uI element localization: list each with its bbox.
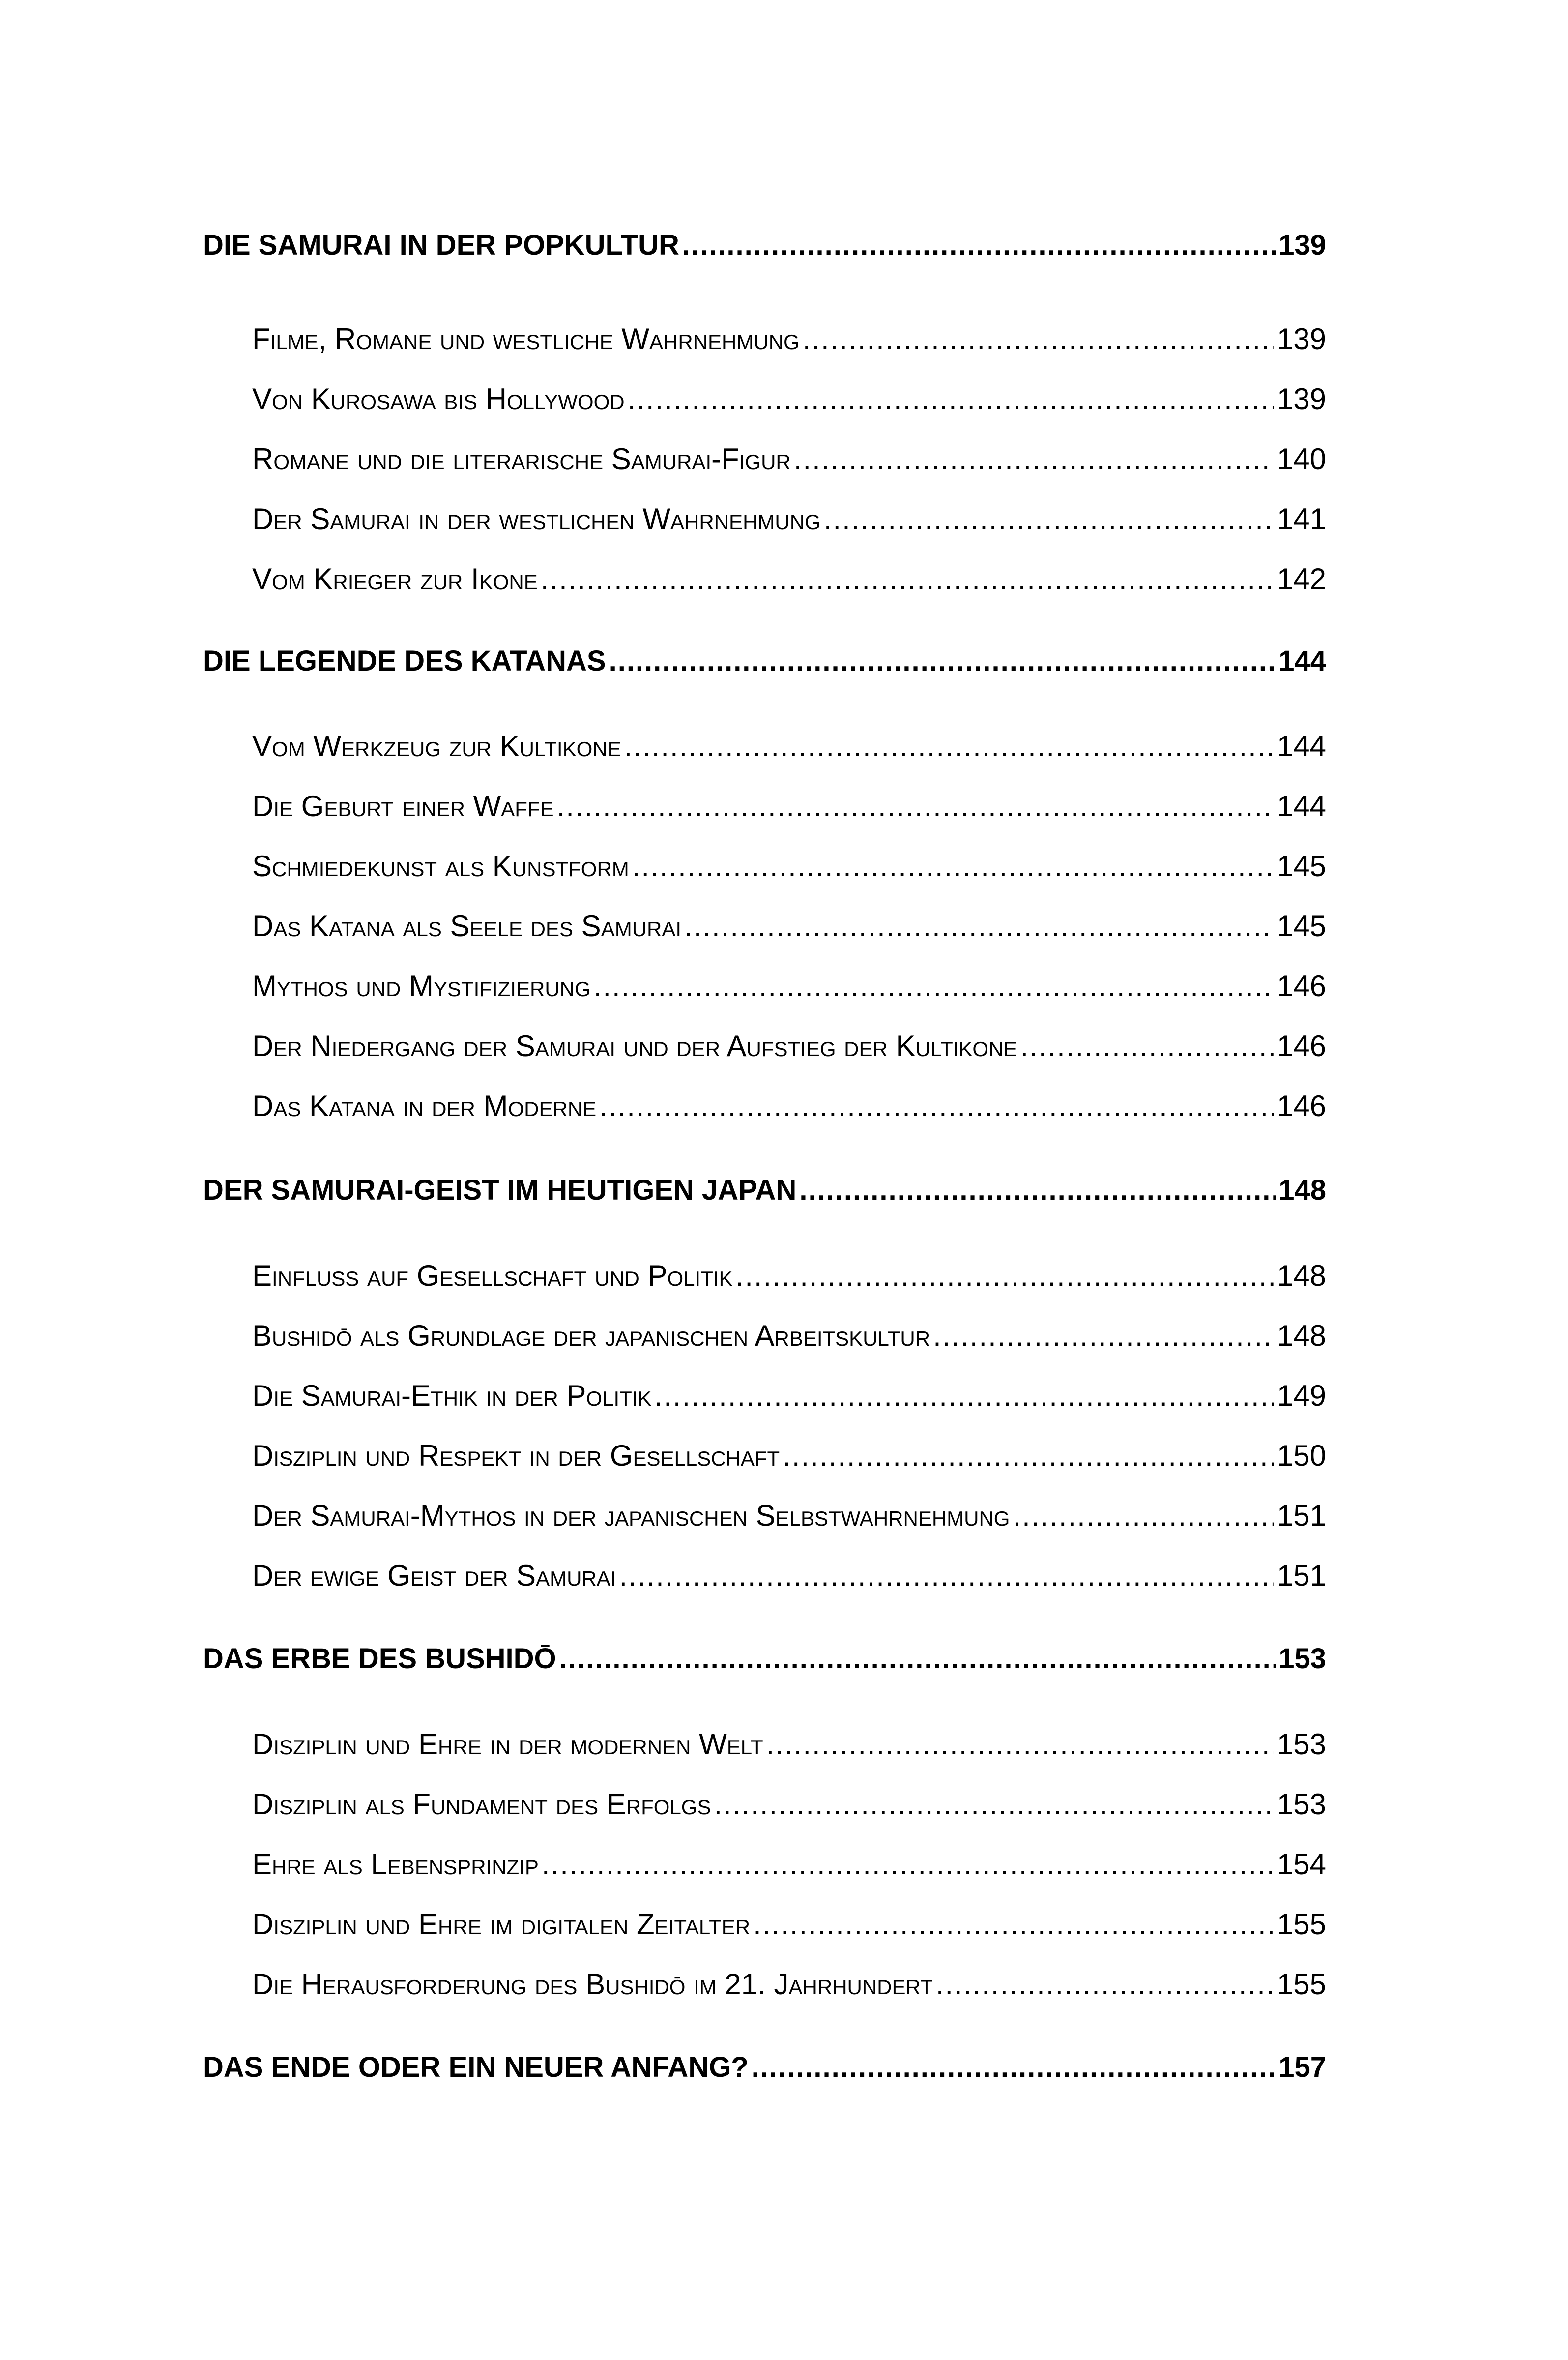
dot-leader (619, 1561, 1274, 1591)
toc-page-number: 141 (1277, 504, 1326, 534)
dot-leader (632, 852, 1274, 881)
toc-section[interactable] (252, 852, 1326, 881)
toc-section-title: Einfluss auf Gesellschaft und Politik (252, 1261, 733, 1291)
toc-page-number: 145 (1277, 912, 1326, 941)
toc-chapter-title: DAS ENDE ODER EIN NEUER ANFANG? (203, 2053, 749, 2082)
toc-page-number: 144 (1277, 732, 1326, 761)
toc-section-title: Romane und die literarische Samurai-Figur (252, 444, 791, 474)
toc-page-number: 140 (1277, 444, 1326, 474)
toc-section[interactable] (252, 732, 1326, 761)
toc-page-number: 153 (1277, 1790, 1326, 1819)
toc-section[interactable] (252, 504, 1326, 534)
toc-chapter-title: DAS ERBE DES BUSHIDŌ (203, 1645, 556, 1673)
toc-section-title: Disziplin und Respekt in der Gesellschaft (252, 1441, 780, 1471)
toc-page-number: 145 (1277, 852, 1326, 881)
toc-page-number: 155 (1277, 1910, 1326, 1939)
dot-leader (684, 912, 1274, 941)
toc-section-title: Das Katana in der Moderne (252, 1092, 597, 1121)
toc-section[interactable] (252, 1790, 1326, 1819)
toc-page-number: 139 (1277, 324, 1326, 354)
dot-leader (557, 792, 1274, 821)
toc-page-number: 144 (1277, 792, 1326, 821)
toc-page-number: 149 (1277, 1381, 1326, 1411)
dot-leader (752, 2053, 1276, 2082)
toc-section[interactable] (252, 444, 1326, 474)
toc-section-title: Die Herausforderung des Bushidō im 21. Jahrhundert (252, 1970, 933, 1999)
toc-page-number: 153 (1278, 1645, 1326, 1673)
toc-page-number: 144 (1278, 647, 1326, 676)
toc-page-number: 154 (1277, 1850, 1326, 1879)
toc-page-number: 157 (1278, 2053, 1326, 2082)
toc-section-title: Ehre als Lebensprinzip (252, 1850, 539, 1879)
dot-leader (1020, 1032, 1274, 1061)
toc-chapter[interactable] (203, 1645, 1326, 1673)
dot-leader (1013, 1501, 1274, 1531)
dot-leader (609, 647, 1276, 676)
toc-chapter[interactable] (203, 647, 1326, 676)
dot-leader (599, 1092, 1274, 1121)
toc-page-number: 142 (1277, 564, 1326, 594)
toc-section-title: Die Samurai-Ethik in der Politik (252, 1381, 652, 1411)
toc-page-number: 146 (1277, 1092, 1326, 1121)
toc-section[interactable] (252, 1561, 1326, 1591)
dot-leader (783, 1441, 1274, 1471)
toc-section[interactable] (252, 1321, 1326, 1351)
toc-section[interactable] (252, 1970, 1326, 1999)
toc-section[interactable] (252, 792, 1326, 821)
toc-section[interactable] (252, 324, 1326, 354)
toc-page-number: 148 (1277, 1261, 1326, 1291)
toc-page-number: 139 (1277, 384, 1326, 414)
toc-chapter-title: DER SAMURAI-GEIST IM HEUTIGEN JAPAN (203, 1176, 797, 1205)
toc-section-title: Disziplin und Ehre in der modernen Welt (252, 1730, 763, 1759)
toc-chapter-title: DIE LEGENDE DES KATANAS (203, 647, 606, 676)
dot-leader (936, 1970, 1274, 1999)
toc-page-number: 155 (1277, 1970, 1326, 1999)
toc-section[interactable] (252, 972, 1326, 1001)
dot-leader (933, 1321, 1274, 1351)
toc-section[interactable] (252, 912, 1326, 941)
toc-section[interactable] (252, 1032, 1326, 1061)
toc-section[interactable] (252, 1730, 1326, 1759)
dot-leader (682, 231, 1276, 260)
dot-leader (654, 1381, 1274, 1411)
toc-section[interactable] (252, 384, 1326, 414)
dot-leader (594, 972, 1274, 1001)
toc-chapter[interactable] (203, 1176, 1326, 1205)
toc-section[interactable] (252, 1092, 1326, 1121)
toc-section-title: Die Geburt einer Waffe (252, 792, 554, 821)
dot-leader (714, 1790, 1274, 1819)
dot-leader (559, 1645, 1276, 1673)
toc-page-number: 150 (1277, 1441, 1326, 1471)
toc-page-number: 153 (1277, 1730, 1326, 1759)
dot-leader (803, 324, 1274, 354)
toc-section[interactable] (252, 1261, 1326, 1291)
toc-page-number: 151 (1277, 1501, 1326, 1531)
toc-page-number: 148 (1277, 1321, 1326, 1351)
dot-leader (628, 384, 1274, 414)
toc-section-title: Der Samurai-Mythos in der japanischen Selbstwahrnehmung (252, 1501, 1010, 1531)
dot-leader (736, 1261, 1274, 1291)
dot-leader (541, 564, 1274, 594)
toc-page-number: 146 (1277, 1032, 1326, 1061)
toc-section-title: Disziplin und Ehre im digitalen Zeitalter (252, 1910, 751, 1939)
toc-page-number: 139 (1278, 231, 1326, 260)
toc-section[interactable] (252, 564, 1326, 594)
toc-section-title: Bushidō als Grundlage der japanischen Arbeitskultur (252, 1321, 930, 1351)
toc-section-title: Filme, Romane und westliche Wahrnehmung (252, 324, 800, 354)
toc-chapter[interactable] (203, 2053, 1326, 2082)
toc-section-title: Das Katana als Seele des Samurai (252, 912, 682, 941)
dot-leader (794, 444, 1274, 474)
toc-section[interactable] (252, 1910, 1326, 1939)
dot-leader (799, 1176, 1276, 1205)
dot-leader (542, 1850, 1274, 1879)
dot-leader (753, 1910, 1274, 1939)
toc-page-number: 148 (1278, 1176, 1326, 1205)
toc-section[interactable] (252, 1441, 1326, 1471)
toc-section[interactable] (252, 1381, 1326, 1411)
toc-section[interactable] (252, 1850, 1326, 1879)
toc-section-title: Disziplin als Fundament des Erfolgs (252, 1790, 711, 1819)
toc-section-title: Von Kurosawa bis Hollywood (252, 384, 625, 414)
toc-section-title: Der ewige Geist der Samurai (252, 1561, 616, 1591)
dot-leader (766, 1730, 1274, 1759)
toc-page-number: 146 (1277, 972, 1326, 1001)
toc-section-title: Vom Werkzeug zur Kultikone (252, 732, 621, 761)
toc-chapter-title: DIE SAMURAI IN DER POPKULTUR (203, 231, 679, 260)
toc-section-title: Der Samurai in der westlichen Wahrnehmung (252, 504, 821, 534)
toc-section-title: Schmiedekunst als Kunstform (252, 852, 629, 881)
dot-leader (824, 504, 1274, 534)
toc-section-title: Der Niedergang der Samurai und der Aufstieg der Kultikone (252, 1032, 1017, 1061)
toc-section-title: Vom Krieger zur Ikone (252, 564, 538, 594)
toc-section-title: Mythos und Mystifizierung (252, 972, 591, 1001)
dot-leader (624, 732, 1274, 761)
toc-page-number: 151 (1277, 1561, 1326, 1591)
toc-section[interactable] (252, 1501, 1326, 1531)
toc-chapter[interactable] (203, 231, 1326, 260)
